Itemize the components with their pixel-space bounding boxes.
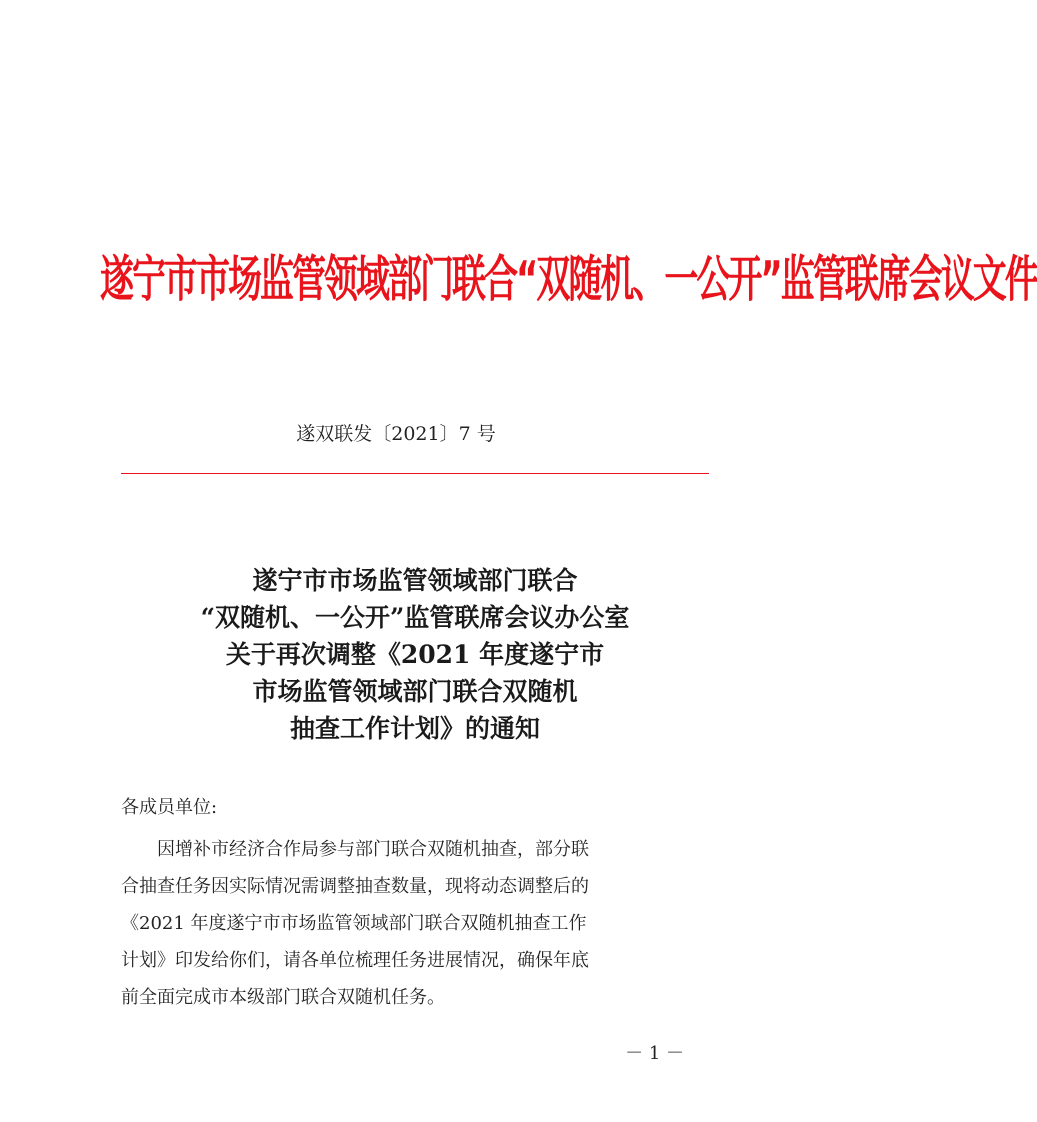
notice-title-line: 市场监管领域部门联合双随机 [252,677,578,706]
masthead-title: 遂宁市市场监管领域部门联合“双随机、一公开”监管联席会议文件 [100,251,1037,309]
body-line: 前全面完成市本级部门联合双随机任务。 [121,987,445,1008]
body-line: 合抽查任务因实际情况需调整抽查数量，现将动态调整后的 [121,876,589,897]
body-line: 《2021 年度遂宁市市场监管领域部门联合双随机抽查工作 [121,913,587,934]
notice-title-line: “双随机、一公开”监管联席会议办公室 [200,603,630,632]
salutation: 各成员单位: [121,797,218,818]
document-number: 遂双联发〔2021〕7 号 [296,423,496,445]
body-paragraph [121,831,683,1016]
notice-title-line: 关于再次调整《2021 年度遂宁市 [225,640,605,669]
page-number: － 1 － [625,1043,684,1064]
body-line: 计划》印发给你们，请各单位梳理任务进展情况，确保年底 [121,950,589,971]
notice-title-line: 抽查工作计划》的通知 [289,714,540,743]
notice-title [120,562,710,747]
notice-title-line: 遂宁市市场监管领域部门联合 [252,566,578,595]
body-line: 因增补市经济合作局参与部门联合双随机抽查，部分联 [121,839,589,860]
red-separator-line [121,473,709,474]
